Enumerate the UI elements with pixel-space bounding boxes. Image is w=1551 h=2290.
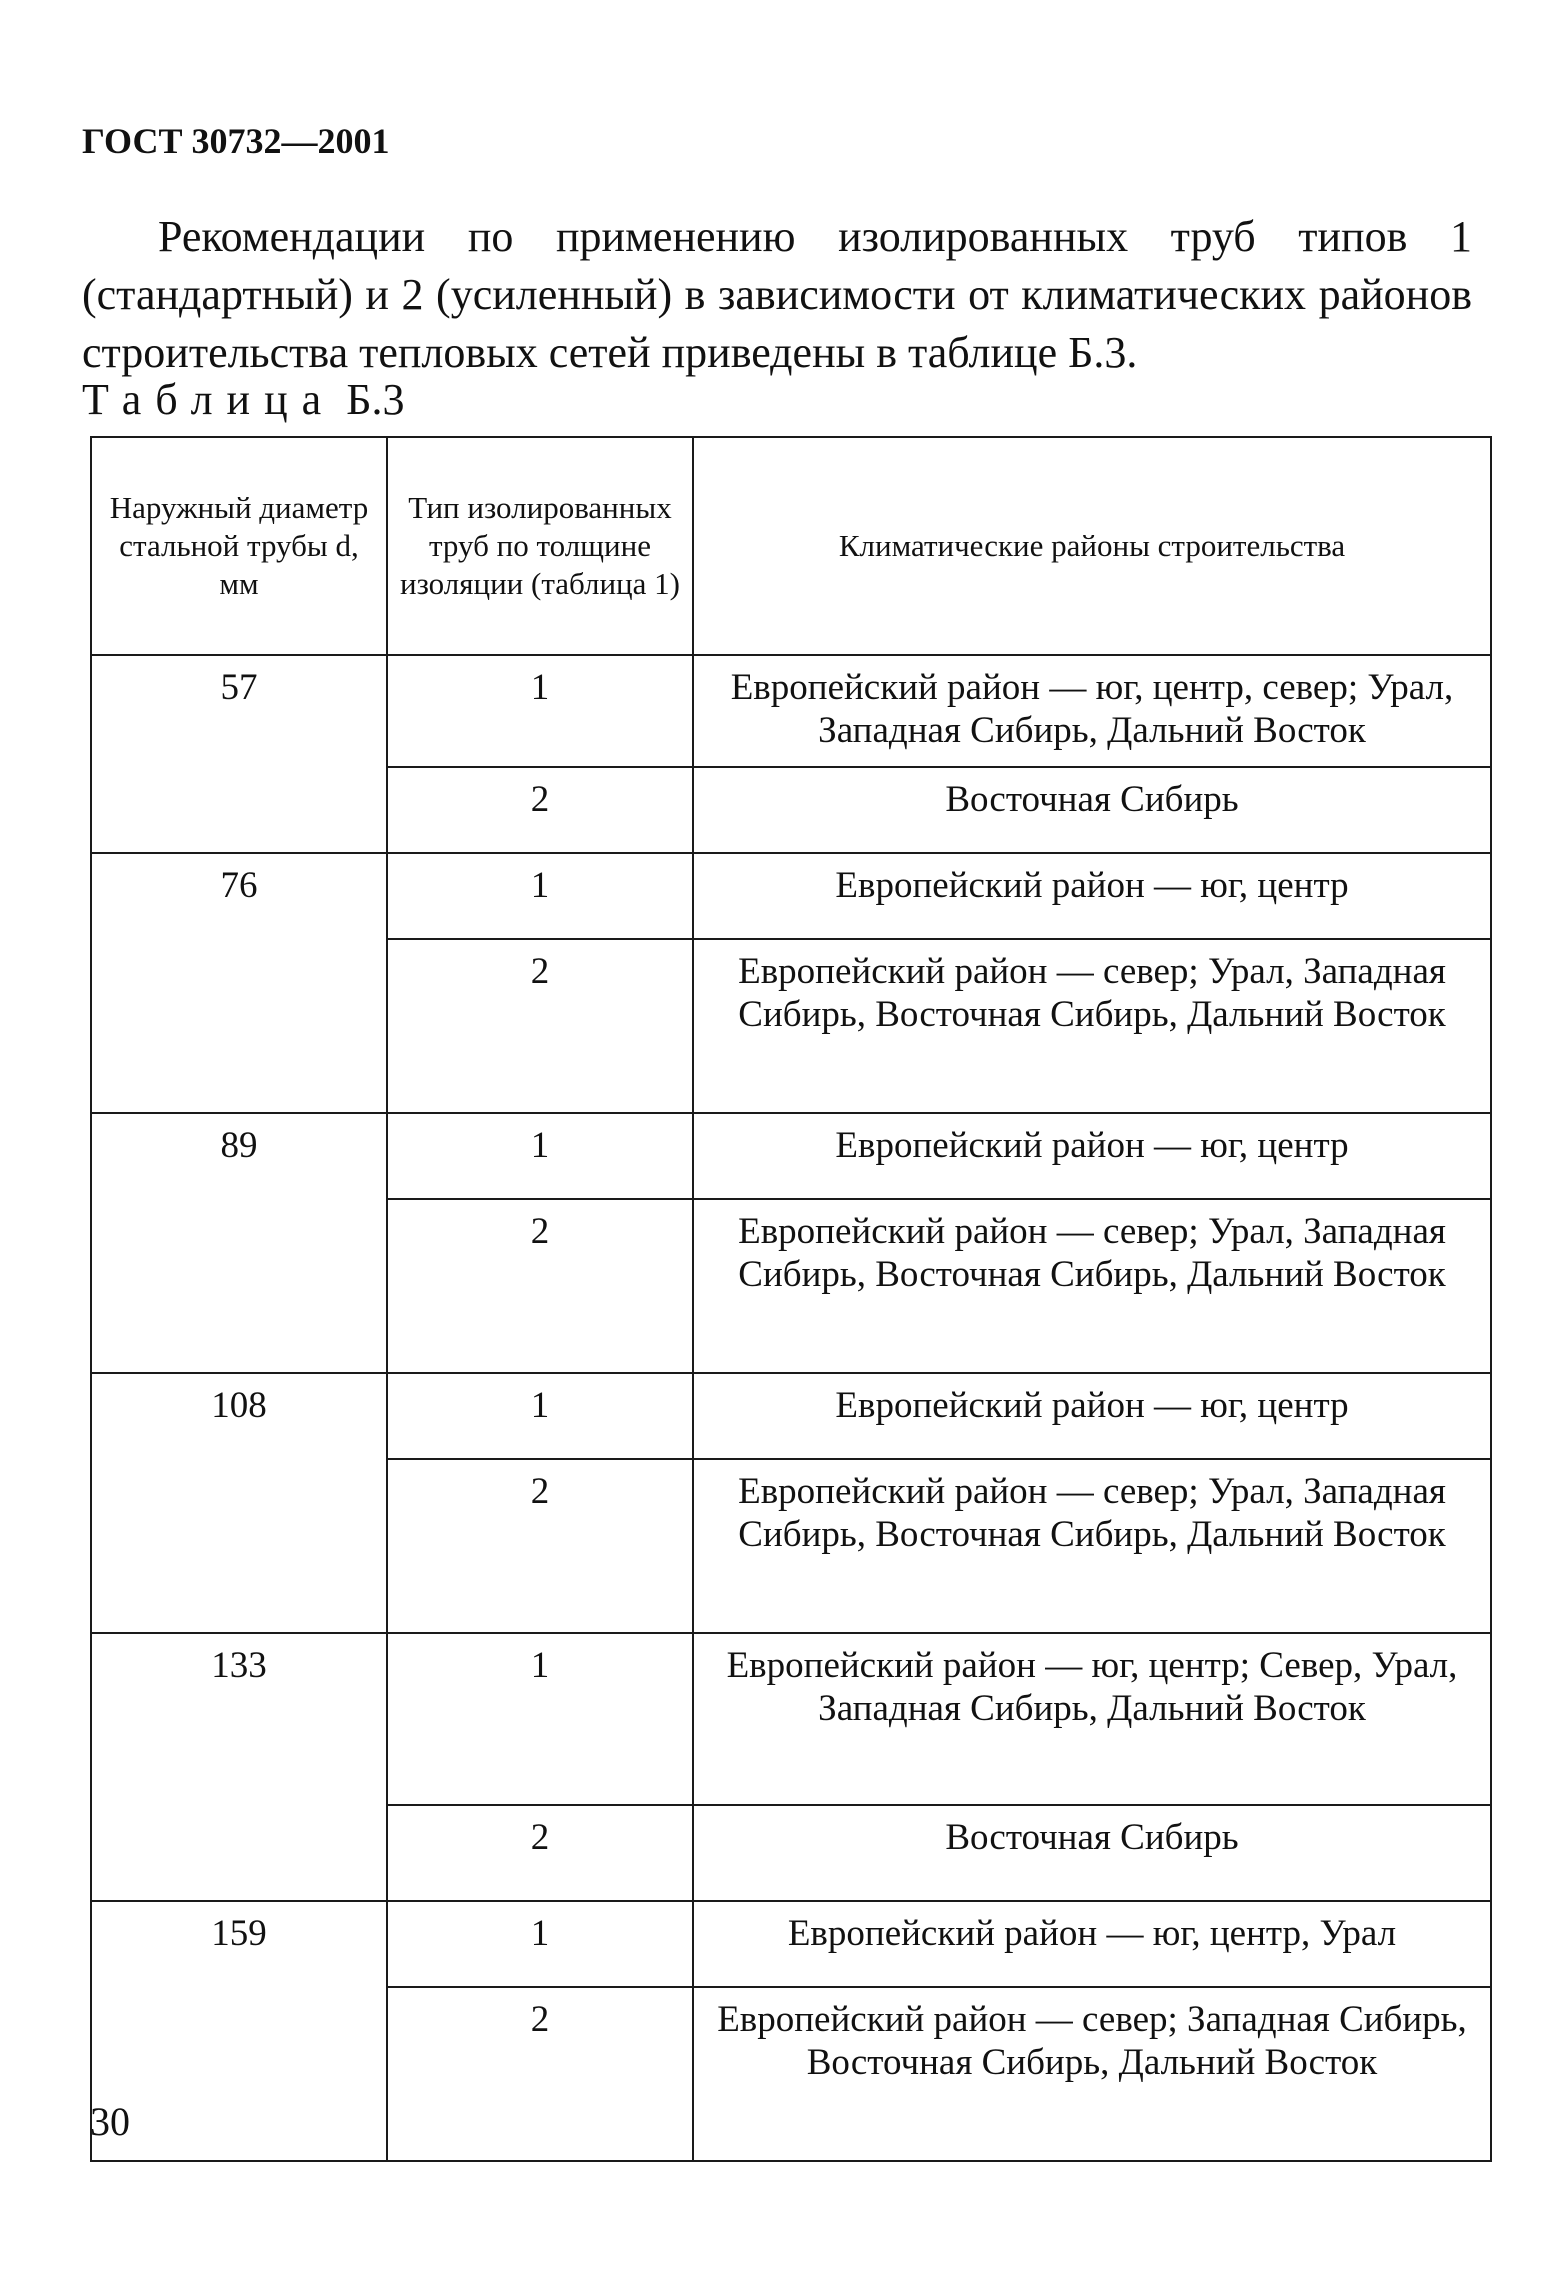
diameter-cell: 133 [91, 1633, 387, 1901]
insulation-type-cell: 2 [387, 939, 693, 1113]
diameter-cell: 57 [91, 655, 387, 853]
intro-paragraph: Рекомендации по применению изолированных труб типов 1 (стандартный) и 2 (усиленный) в зависимости от климатических районов строительства тепловых сетей приведены в таблице Б.3. [82, 212, 1472, 377]
insulation-type-cell: 1 [387, 853, 693, 939]
insulation-type-cell: 2 [387, 1199, 693, 1373]
column-header-insulation-type: Тип изолированных труб по толщине изоляции (таблица 1) [387, 437, 693, 655]
diameter-cell: 159 [91, 1901, 387, 2161]
climate-regions-cell: Восточная Сибирь [693, 1805, 1491, 1901]
climate-regions-cell: Европейский район — север; Урал, Западная Сибирь, Восточная Сибирь, Дальний Восток [693, 1459, 1491, 1633]
climate-regions-cell: Европейский район — север; Урал, Западная Сибирь, Восточная Сибирь, Дальний Восток [693, 1199, 1491, 1373]
climate-regions-cell: Восточная Сибирь [693, 767, 1491, 853]
insulation-type-cell: 1 [387, 1901, 693, 1987]
page-number: 30 [90, 2099, 130, 2144]
insulation-type-cell: 2 [387, 1805, 693, 1901]
table-caption [82, 372, 404, 428]
table-caption-word: Таблица [82, 375, 336, 424]
diameter-cell: 89 [91, 1113, 387, 1373]
diameter-cell: 108 [91, 1373, 387, 1633]
climate-regions-cell: Европейский район — юг, центр, север; Урал, Западная Сибирь, Дальний Восток [693, 655, 1491, 767]
insulation-type-cell: 1 [387, 1113, 693, 1199]
climate-regions-cell: Европейский район — юг, центр [693, 853, 1491, 939]
table-row [91, 1373, 1491, 1459]
climate-regions-cell: Европейский район — юг, центр, Урал [693, 1901, 1491, 1987]
climate-regions-table [90, 436, 1492, 2162]
table-row [91, 655, 1491, 767]
insulation-type-cell: 1 [387, 655, 693, 767]
document-header: ГОСТ 30732—2001 [82, 121, 390, 161]
column-header-climate-regions: Климатические районы строительства [693, 437, 1491, 655]
table-row [91, 1113, 1491, 1199]
insulation-type-cell: 2 [387, 767, 693, 853]
table-row [91, 853, 1491, 939]
table-caption-number: Б.3 [346, 375, 405, 424]
diameter-cell: 76 [91, 853, 387, 1113]
insulation-type-cell: 2 [387, 1459, 693, 1633]
table-row [91, 1633, 1491, 1805]
climate-regions-cell: Европейский район — север; Западная Сибирь, Восточная Сибирь, Дальний Восток [693, 1987, 1491, 2161]
insulation-type-cell: 2 [387, 1987, 693, 2161]
table-row [91, 1901, 1491, 1987]
climate-regions-cell: Европейский район — юг, центр [693, 1113, 1491, 1199]
climate-regions-cell: Европейский район — север; Урал, Западная Сибирь, Восточная Сибирь, Дальний Восток [693, 939, 1491, 1113]
climate-regions-cell: Европейский район — юг, центр; Север, Урал, Западная Сибирь, Дальний Восток [693, 1633, 1491, 1805]
table-body [91, 655, 1491, 2161]
insulation-type-cell: 1 [387, 1373, 693, 1459]
insulation-type-cell: 1 [387, 1633, 693, 1805]
column-header-diameter: Наружный диаметр стальной трубы d, мм [91, 437, 387, 655]
climate-regions-cell: Европейский район — юг, центр [693, 1373, 1491, 1459]
